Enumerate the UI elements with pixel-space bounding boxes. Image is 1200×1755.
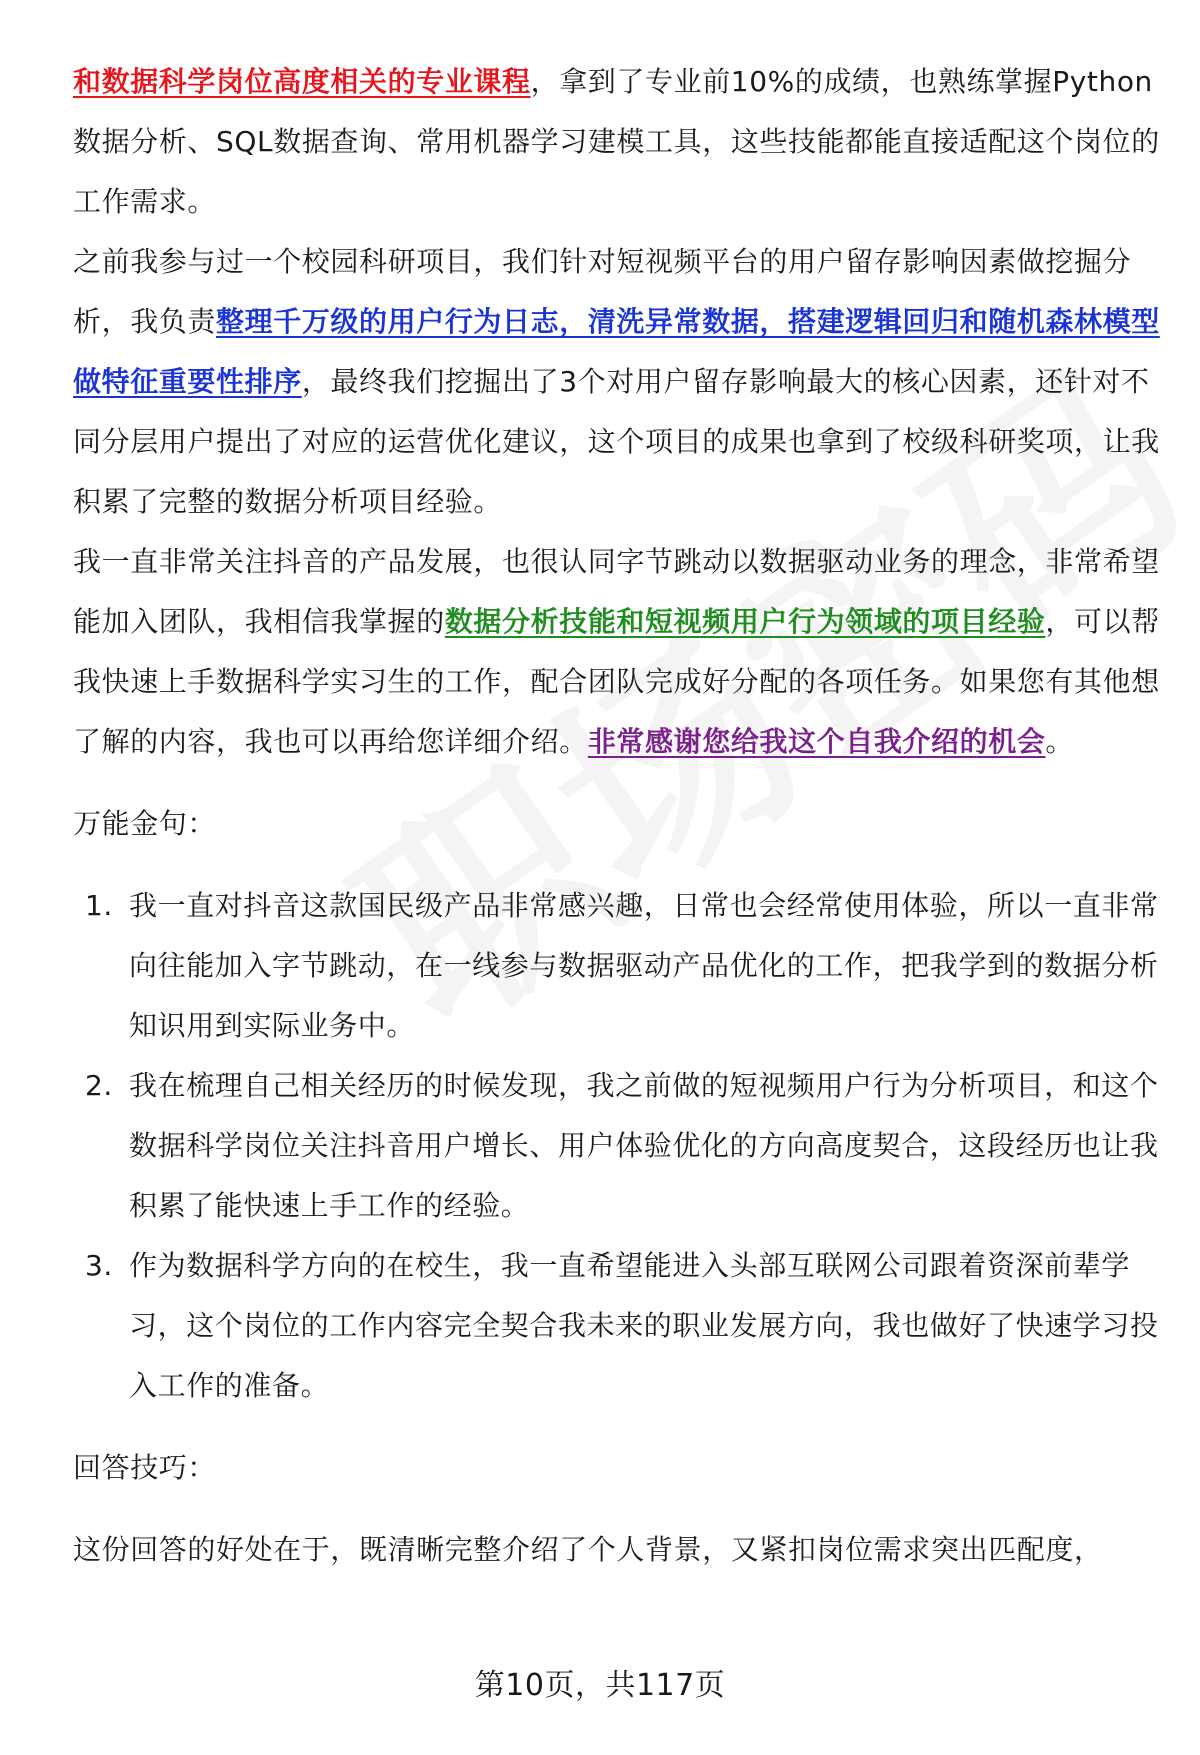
list-text: 我一直对抖音这款国民级产品非常感兴趣，日常也会经常使用体验，所以一直非常向往能加入字节跳动，在一线参与数据驱动产品优化的工作，把我学到的数据分析知识用到实际业务中。 <box>129 889 1159 1042</box>
section-heading-golden: 万能金句： <box>73 807 217 840</box>
text: 我一直非常关注抖音的产品发展，也很认同字节跳动以数据驱动业务的理念，非常希望能加入团队，我相信我掌握的 <box>73 545 1160 638</box>
paragraph-answer-analysis: 这份回答的好处在于，既清晰完整介绍了个人背景，又紧扣岗位需求突出匹配度， <box>73 1533 1103 1566</box>
list-item <box>73 876 1163 1056</box>
list-number: 1. <box>85 889 113 922</box>
text: ，可以帮我快速上手数据科学实习生的工作，配合团队完成好分配的各项任务。如果您有其他想了解的内容，我也可以再给您详细介绍。 <box>73 605 1160 758</box>
paragraph-project <box>73 232 1163 532</box>
paragraph-motivation <box>73 532 1163 772</box>
list-item <box>73 1056 1163 1236</box>
document-body <box>73 52 1163 1580</box>
list-text: 作为数据科学方向的在校生，我一直希望能进入头部互联网公司跟着资深前辈学习，这个岗位的工作内容完全契合我未来的职业发展方向，我也做好了快速学习投入工作的准备。 <box>129 1249 1159 1402</box>
text: ，最终我们挖掘出了3个对用户留存影响最大的核心因素，还针对不同分层用户提出了对应的运营优化建议，这个项目的成果也拿到了校级科研奖项，让我积累了完整的数据分析项目经验。 <box>73 365 1160 518</box>
golden-sentences-list <box>73 876 1163 1416</box>
highlight-blue: 整理千万级的用户行为日志，清洗异常数据，搭建逻辑回归和随机森林模型做特征重要性排序 <box>73 305 1160 398</box>
list-text: 我在梳理自己相关经历的时候发现，我之前做的短视频用户行为分析项目，和这个数据科学岗位关注抖音用户增长、用户体验优化的方向高度契合，这段经历也让我积累了能快速上手工作的经验。 <box>129 1069 1159 1222</box>
highlight-green: 数据分析技能和短视频用户行为领域的项目经验 <box>444 605 1046 638</box>
section-heading-tips: 回答技巧： <box>73 1451 217 1484</box>
text: 之前我参与过一个校园科研项目，我们针对短视频平台的用户留存影响因素做挖掘分析，我负责 <box>73 245 1132 338</box>
highlight-purple: 非常感谢您给我这个自我介绍的机会 <box>587 725 1046 758</box>
list-number: 3. <box>85 1249 113 1282</box>
list-item <box>73 1236 1163 1416</box>
list-number: 2. <box>85 1069 113 1102</box>
text: ，拿到了专业前10%的成绩，也熟练掌握Python数据分析、SQL数据查询、常用机器学习建模工具，这些技能都能直接适配这个岗位的工作需求。 <box>73 65 1160 218</box>
text: 。 <box>1045 725 1075 758</box>
paragraph-education <box>73 52 1163 232</box>
highlight-red: 和数据科学岗位高度相关的专业课程 <box>73 65 531 98</box>
page-footer: 第10页，共117页 <box>474 1668 726 1703</box>
